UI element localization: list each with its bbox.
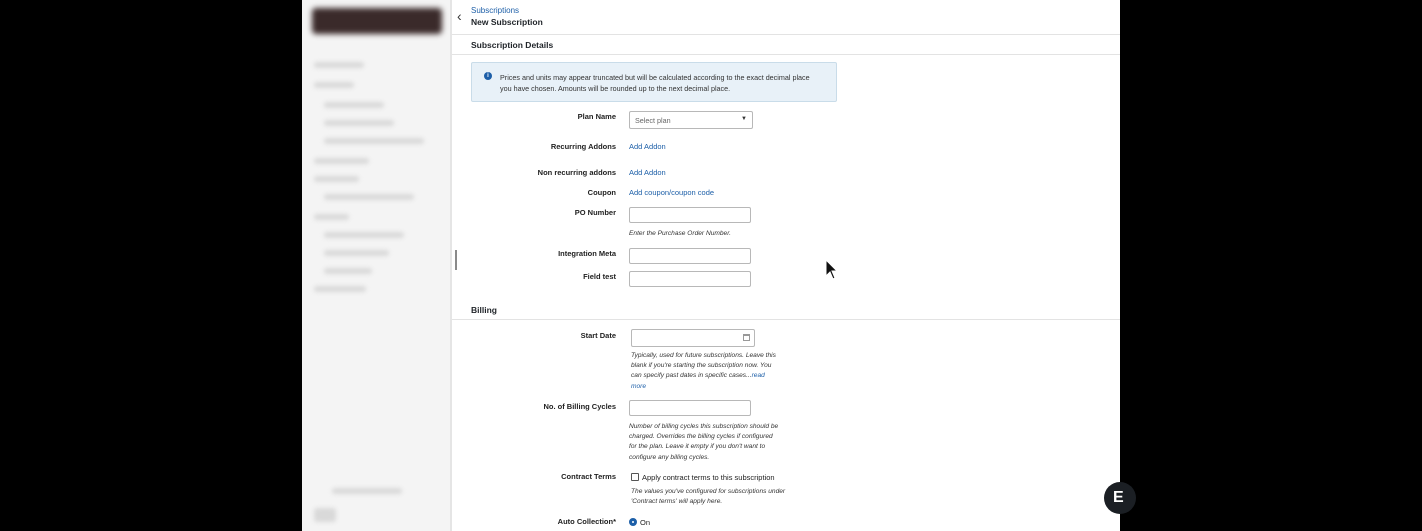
section-title-details: Subscription Details — [471, 40, 554, 50]
contract-terms-label: Contract Terms — [561, 472, 616, 481]
start-date-help — [631, 351, 781, 392]
field-test-input[interactable] — [629, 271, 751, 287]
billing-cycles-help: Number of billing cycles this subscription should be charged. Overrides the billing cycles if configured for the plan. Leave it empty if you don't want to configure any billing cycles. — [629, 423, 779, 461]
info-icon: i — [484, 72, 492, 80]
po-number-help: Enter the Purchase Order Number. — [629, 230, 732, 237]
calendar-icon[interactable] — [743, 334, 750, 341]
breadcrumb-subscriptions[interactable]: Subscriptions — [471, 6, 520, 15]
integration-meta-label: Integration Meta — [558, 249, 616, 258]
sidebar — [302, 0, 450, 531]
coupon-label: Coupon — [587, 188, 616, 197]
billing-cycles-input[interactable] — [629, 400, 751, 416]
info-alert — [471, 62, 837, 102]
read-more-link[interactable]: read more — [631, 372, 765, 390]
caret-down-icon: ▼ — [741, 116, 747, 122]
plan-name-label: Plan Name — [577, 112, 616, 121]
contract-terms-checkbox-label[interactable]: Apply contract terms to this subscription — [642, 473, 775, 482]
po-number-label: PO Number — [574, 208, 616, 217]
main-content — [452, 0, 1120, 531]
brand-logo — [312, 8, 442, 34]
auto-collection-on-radio[interactable] — [629, 518, 637, 526]
info-alert-text: Prices and units may appear truncated but will be calculated according to the exact decimal place you have chosen. Amounts will be rounded up to the next decimal place. — [500, 73, 810, 93]
contract-terms-checkbox[interactable] — [631, 473, 639, 481]
plan-select[interactable] — [629, 111, 753, 129]
billing-cycles-label: No. of Billing Cycles — [543, 402, 616, 411]
resize-handle[interactable] — [455, 250, 457, 270]
mouse-cursor-icon — [825, 259, 839, 281]
plan-select-placeholder: Select plan — [635, 116, 671, 125]
start-date-label: Start Date — [580, 331, 616, 340]
backdrop-right — [1120, 0, 1422, 531]
po-number-input[interactable] — [629, 207, 751, 223]
section-title-billing: Billing — [471, 305, 497, 315]
non-recurring-addons-label: Non recurring addons — [537, 168, 616, 177]
add-non-recurring-addon-link[interactable]: Add Addon — [629, 168, 666, 177]
divider — [452, 54, 1120, 55]
divider — [452, 319, 1120, 320]
integration-meta-input[interactable] — [629, 248, 751, 264]
auto-collection-label: Auto Collection* — [557, 517, 616, 526]
start-date-help-text: Typically, used for future subscriptions. Leave this blank if you're starting the subscription now. You can specify past dates in specific cases... — [631, 352, 776, 380]
page-title: New Subscription — [471, 17, 543, 27]
divider — [452, 34, 1120, 35]
auto-collection-on-label[interactable]: On — [640, 518, 651, 527]
start-date-input[interactable] — [631, 329, 755, 347]
add-coupon-link[interactable]: Add coupon/coupon code — [629, 188, 715, 197]
chat-launcher-icon[interactable]: E — [1104, 482, 1136, 514]
contract-terms-help: The values you've configured for subscriptions under 'Contract terms' will apply here. — [631, 488, 786, 506]
recurring-addons-label: Recurring Addons — [550, 142, 616, 151]
add-recurring-addon-link[interactable]: Add Addon — [629, 142, 666, 151]
back-chevron-icon[interactable]: ‹ — [457, 8, 462, 24]
field-test-label: Field test — [583, 272, 616, 281]
